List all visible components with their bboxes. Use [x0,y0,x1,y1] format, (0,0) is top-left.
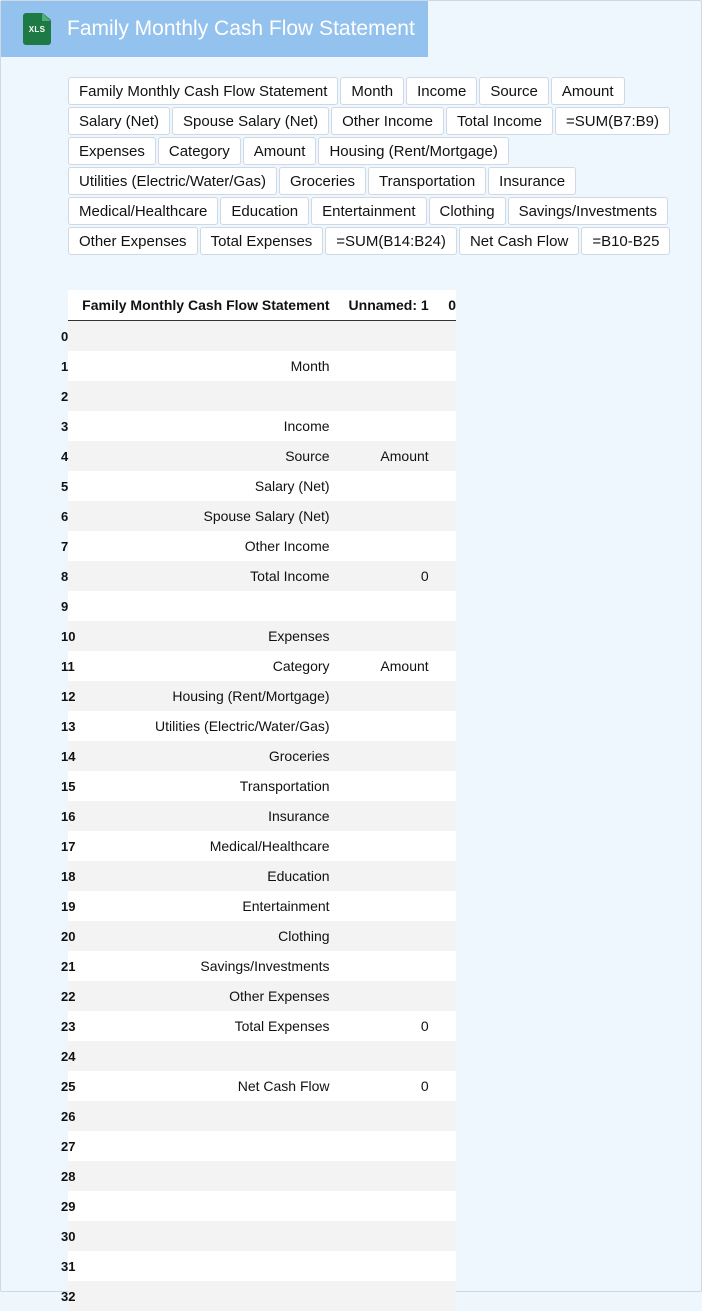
table-row [68,951,456,981]
cell-label [82,1131,336,1161]
row-index [61,591,82,621]
table-row [68,1011,456,1041]
cell-value [336,1281,429,1311]
tag-chip[interactable]: Amount [243,137,317,165]
cell-empty [429,441,456,471]
table-row [68,561,456,591]
row-index-label: 27 [61,1139,76,1154]
tag-chip[interactable]: Transportation [368,167,486,195]
row-index-label: 24 [61,1049,76,1064]
row-index-label: 0 [61,329,69,344]
cell-empty [429,621,456,651]
cell-label: Expenses [82,621,336,651]
cell-empty [429,891,456,921]
row-index-label: 13 [61,719,76,734]
row-index [61,981,82,1011]
cell-empty [429,1041,456,1071]
xls-file-icon [23,13,51,45]
tag-chip[interactable]: Other Expenses [68,227,198,255]
tag-chip[interactable]: Expenses [68,137,156,165]
row-index [61,771,82,801]
row-index-label: 2 [61,389,69,404]
row-index-label: 11 [61,659,75,674]
row-index-label: 23 [61,1019,76,1034]
cell-empty [429,981,456,1011]
cell-value [336,381,429,411]
cell-value [336,1221,429,1251]
cell-label [82,1221,336,1251]
row-index-label: 22 [61,989,76,1004]
cell-value [336,681,429,711]
cell-empty [429,411,456,441]
cell-label: Salary (Net) [82,471,336,501]
row-index [61,381,82,411]
cell-value [336,801,429,831]
row-index [61,561,82,591]
cell-value [336,711,429,741]
cell-empty [429,1251,456,1281]
row-index [61,1221,82,1251]
row-index-label: 3 [61,419,69,434]
cell-label: Spouse Salary (Net) [82,501,336,531]
row-index-label: 32 [61,1289,76,1304]
table-row [68,441,456,471]
tag-chip[interactable]: Medical/Healthcare [68,197,218,225]
row-index [61,1011,82,1041]
row-index-label: 10 [61,629,76,644]
row-index [61,921,82,951]
cell-empty [429,951,456,981]
header-family-monthly-cash-flow-statement: Family Monthly Cash Flow Statement [82,290,336,321]
row-index [61,351,82,381]
table-row [68,891,456,921]
row-index [61,501,82,531]
tag-chip[interactable]: Net Cash Flow [459,227,579,255]
row-index [61,1191,82,1221]
row-index [61,1041,82,1071]
tag-chip[interactable]: Groceries [279,167,366,195]
data-table-container[interactable] [61,290,456,1304]
cell-value [336,1041,429,1071]
cell-label [82,1101,336,1131]
cell-value [336,621,429,651]
cell-empty [429,351,456,381]
cell-label: Income [82,411,336,441]
tag-chip[interactable]: =B10-B25 [581,227,670,255]
xls-icon-label: XLS [28,25,46,34]
tag-chip[interactable]: Month [340,77,404,105]
cell-label: Transportation [82,771,336,801]
row-index [61,1281,82,1311]
cell-label [82,1191,336,1221]
row-index [61,1101,82,1131]
cell-empty [429,321,456,352]
cell-value [336,981,429,1011]
header-unnamed-1: Unnamed: 1 [336,290,429,321]
cell-value [336,1191,429,1221]
cell-label: Entertainment [82,891,336,921]
row-index [61,951,82,981]
tag-chip[interactable]: Income [406,77,477,105]
cell-value [336,501,429,531]
header-zero: 0 [429,290,456,321]
cell-value [336,1131,429,1161]
cell-label: Total Income [82,561,336,591]
row-index-label: 17 [61,839,76,854]
cell-label [82,1281,336,1311]
tag-chip[interactable]: Total Income [446,107,553,135]
cell-label [82,1251,336,1281]
tag-chip[interactable]: Entertainment [311,197,426,225]
cell-empty [429,651,456,681]
cell-value [336,891,429,921]
cell-value [336,741,429,771]
table-row [68,1041,456,1071]
tag-chip[interactable]: Other Income [331,107,444,135]
cell-value [336,951,429,981]
row-index [61,321,82,352]
cell-value [336,531,429,561]
cell-label [82,381,336,411]
tag-chip[interactable]: Spouse Salary (Net) [172,107,329,135]
cell-value [336,1251,429,1281]
table-header-row [68,290,456,321]
row-index [61,1251,82,1281]
table-row [68,351,456,381]
cell-empty [429,501,456,531]
cell-value: 0 [336,1011,429,1041]
page-title: Family Monthly Cash Flow Statement [67,17,415,40]
cell-value [336,921,429,951]
cell-value: 0 [336,561,429,591]
row-index [61,711,82,741]
table-row [68,741,456,771]
row-index [61,651,82,681]
table-row [68,801,456,831]
cell-value [336,1161,429,1191]
tag-chip[interactable]: Savings/Investments [508,197,668,225]
cell-empty [429,741,456,771]
cell-label: Clothing [82,921,336,951]
row-index [61,891,82,921]
table-row [68,921,456,951]
cell-label: Category [82,651,336,681]
tag-chip[interactable]: =SUM(B7:B9) [555,107,670,135]
table-row [68,1251,456,1281]
cell-value [336,831,429,861]
row-index [61,621,82,651]
row-index-label: 9 [61,599,69,614]
tag-chip[interactable]: Amount [551,77,625,105]
cell-empty [429,681,456,711]
cell-empty [429,1071,456,1101]
tag-chip[interactable]: Family Monthly Cash Flow Statement [68,77,338,105]
row-index-label: 15 [61,779,76,794]
table-row [68,591,456,621]
data-table [61,290,456,1311]
cell-empty [429,531,456,561]
row-index-label: 25 [61,1079,76,1094]
table-row [68,1221,456,1251]
table-row [68,1191,456,1221]
cell-label: Month [82,351,336,381]
row-index-label: 31 [61,1259,76,1274]
row-index-label: 6 [61,509,69,524]
cell-label: Source [82,441,336,471]
cell-label: Housing (Rent/Mortgage) [82,681,336,711]
table-row [68,651,456,681]
row-index-label: 14 [61,749,76,764]
row-index-label: 5 [61,479,69,494]
cell-label: Other Income [82,531,336,561]
row-index-label: 18 [61,869,76,884]
cell-value: Amount [336,651,429,681]
cell-label: Education [82,861,336,891]
row-index [61,531,82,561]
cell-empty [429,861,456,891]
cell-empty [429,471,456,501]
cell-label [82,591,336,621]
cell-empty [429,561,456,591]
cell-value: Amount [336,441,429,471]
row-index-label: 8 [61,569,69,584]
cell-empty [429,771,456,801]
tag-chip[interactable]: Total Expenses [200,227,324,255]
row-index [61,471,82,501]
cell-empty [429,1011,456,1041]
cell-label: Savings/Investments [82,951,336,981]
row-index-label: 7 [61,539,69,554]
table-row [68,381,456,411]
row-index-label: 19 [61,899,76,914]
cell-value [336,1101,429,1131]
cell-empty [429,381,456,411]
cell-value [336,351,429,381]
cell-label: Utilities (Electric/Water/Gas) [82,711,336,741]
tag-chip[interactable]: Clothing [429,197,506,225]
table-row [68,1101,456,1131]
cell-empty [429,711,456,741]
tag-chip[interactable]: =SUM(B14:B24) [325,227,457,255]
table-row [68,831,456,861]
table-row [68,1161,456,1191]
table-row [68,1071,456,1101]
cell-empty [429,831,456,861]
table-row [68,1131,456,1161]
title-bar [1,1,428,57]
table-row [68,471,456,501]
table-row [68,681,456,711]
cell-empty [429,801,456,831]
cell-empty [429,1101,456,1131]
cell-value [336,591,429,621]
cell-value [336,861,429,891]
header-index [68,290,82,321]
tag-chip[interactable]: Utilities (Electric/Water/Gas) [68,167,277,195]
row-index-label: 1 [61,359,69,374]
row-index-label: 21 [61,959,76,974]
tag-chip[interactable]: Source [479,77,549,105]
cell-empty [429,1221,456,1251]
row-index-label: 20 [61,929,76,944]
cell-label [82,321,336,352]
cell-value [336,321,429,352]
tag-list [68,77,688,255]
cell-label: Other Expenses [82,981,336,1011]
table-row [68,981,456,1011]
tag-chip[interactable]: Insurance [488,167,576,195]
row-index [61,1161,82,1191]
cell-label [82,1041,336,1071]
tag-chip[interactable]: Salary (Net) [68,107,170,135]
row-index-label: 29 [61,1199,76,1214]
row-index [61,801,82,831]
row-index [61,411,82,441]
row-index [61,1071,82,1101]
cell-label: Groceries [82,741,336,771]
cell-value [336,411,429,441]
row-index-label: 4 [61,449,69,464]
row-index-label: 12 [61,689,76,704]
table-row [68,861,456,891]
cell-empty [429,1191,456,1221]
row-index [61,1131,82,1161]
row-index-label: 30 [61,1229,76,1244]
row-index [61,441,82,471]
cell-label: Insurance [82,801,336,831]
row-index-label: 26 [61,1109,76,1124]
table-row [68,1281,456,1311]
cell-value: 0 [336,1071,429,1101]
cell-empty [429,591,456,621]
cell-label [82,1161,336,1191]
table-row [68,321,456,352]
cell-empty [429,921,456,951]
tag-chip[interactable]: Education [220,197,309,225]
cell-label: Net Cash Flow [82,1071,336,1101]
cell-label: Medical/Healthcare [82,831,336,861]
tag-chip[interactable]: Housing (Rent/Mortgage) [318,137,508,165]
row-index [61,741,82,771]
row-index [61,681,82,711]
cell-label: Total Expenses [82,1011,336,1041]
table-row [68,621,456,651]
table-row [68,501,456,531]
row-index [61,861,82,891]
cell-empty [429,1161,456,1191]
cell-empty [429,1131,456,1161]
table-row [68,531,456,561]
table-row [68,711,456,741]
row-index [61,831,82,861]
row-index-label: 28 [61,1169,76,1184]
cell-value [336,771,429,801]
cell-value [336,471,429,501]
tag-chip[interactable]: Category [158,137,241,165]
table-row [68,411,456,441]
table-row [68,771,456,801]
row-index-label: 16 [61,809,76,824]
cell-empty [429,1281,456,1311]
